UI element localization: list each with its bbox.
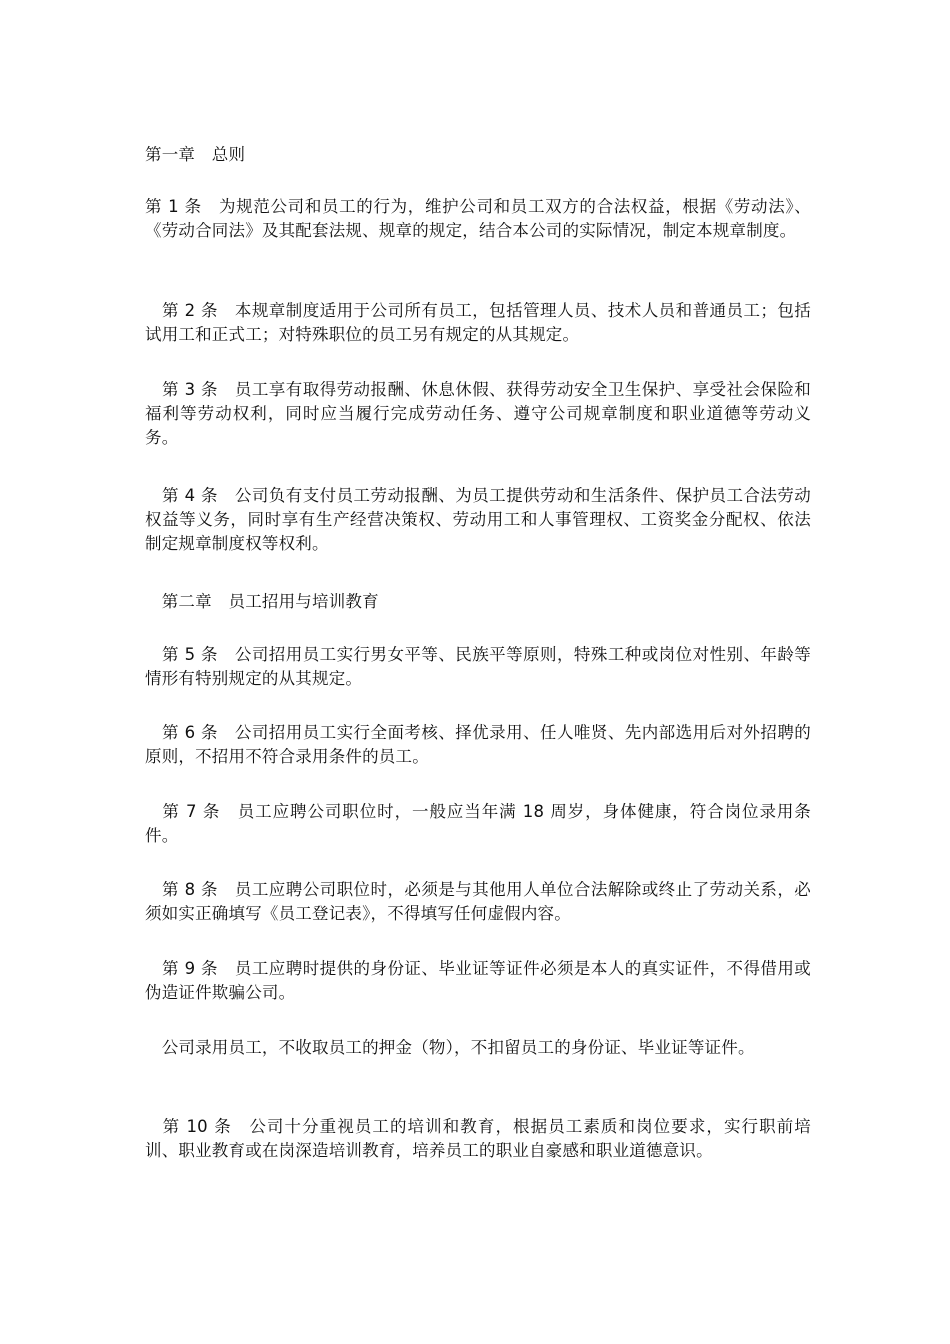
article-1: 第 1 条 为规范公司和员工的行为，维护公司和员工双方的合法权益，根据《劳动法》、《劳动合同法》及其配套法规、规章的规定，结合本公司的实际情况，制定本规章制度。 — [145, 197, 811, 240]
article-2: 第 2 条 本规章制度适用于公司所有员工，包括管理人员、技术人员和普通员工；包括试用工和正式工；对特殊职位的员工另有规定的从其规定。 — [145, 301, 811, 344]
article-10: 第 10 条 公司十分重视员工的培训和教育，根据员工素质和岗位要求，实行职前培训、职业教育或在岗深造培训教育，培养员工的职业自豪感和职业道德意识。 — [145, 1117, 811, 1160]
article-3: 第 3 条 员工享有取得劳动报酬、休息休假、获得劳动安全卫生保护、享受社会保险和福利等劳动权利，同时应当履行完成劳动任务、遵守公司规章制度和职业道德等劳动义务。 — [145, 380, 811, 447]
article-7: 第 7 条 员工应聘公司职位时，一般应当年满 18 周岁，身体健康，符合岗位录用条件。 — [145, 802, 811, 845]
chapter-1-heading: 第一章 总则 — [145, 145, 246, 164]
article-6: 第 6 条 公司招用员工实行全面考核、择优录用、任人唯贤、先内部选用后对外招聘的原则，不招用不符合录用条件的员工。 — [145, 723, 811, 766]
article-5: 第 5 条 公司招用员工实行男女平等、民族平等原则，特殊工种或岗位对性别、年龄等情形有特别规定的从其规定。 — [145, 645, 811, 688]
article-9-note: 公司录用员工，不收取员工的押金（物），不扣留员工的身份证、毕业证等证件。 — [145, 1038, 755, 1057]
article-4: 第 4 条 公司负有支付员工劳动报酬、为员工提供劳动和生活条件、保护员工合法劳动权益等义务，同时享有生产经营决策权、劳动用工和人事管理权、工资奖金分配权、依法制定规章制度权等权利。 — [145, 486, 811, 553]
article-9: 第 9 条 员工应聘时提供的身份证、毕业证等证件必须是本人的真实证件，不得借用或伪造证件欺骗公司。 — [145, 959, 811, 1002]
chapter-2-heading: 第二章 员工招用与培训教育 — [145, 592, 379, 611]
article-8: 第 8 条 员工应聘公司职位时，必须是与其他用人单位合法解除或终止了劳动关系，必须如实正确填写《员工登记表》，不得填写任何虚假内容。 — [145, 880, 811, 923]
